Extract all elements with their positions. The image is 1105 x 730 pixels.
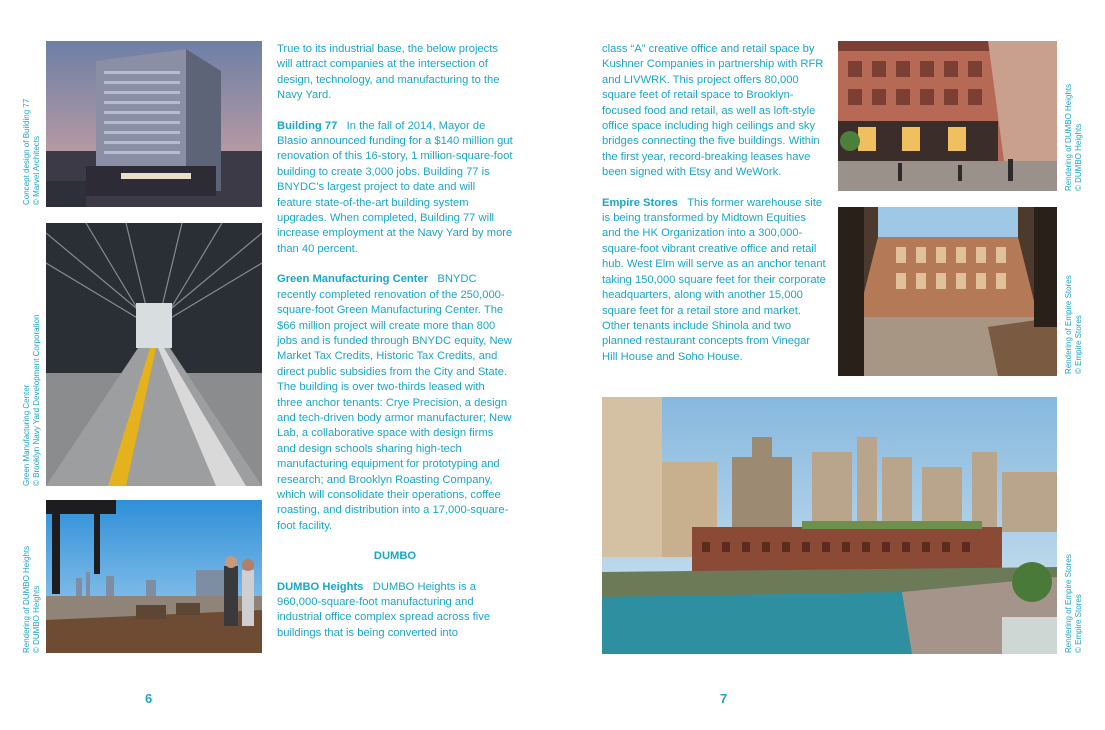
building77-title: Building 77	[277, 119, 338, 132]
building77-paragraph: Building 77 In the fall of 2014, Mayor de Blasio announced funding for a $140 million gut renovation of this 16-story, 1 million-square-foot building to create 3,000 jobs. Building 77 is BNYDC’s largest project to date and will feature state-of-the-art building system upgrades. When completed, Building 77 will increase employment at the Navy Yard by more than 40 percent.	[277, 119, 513, 255]
caption-dumbo-heights-right: Rendering of DUMBO Heights © DUMBO Heights	[1064, 83, 1083, 191]
dumbo-heights-title: DUMBO Heights	[277, 580, 364, 593]
left-text-column	[277, 42, 513, 656]
section-heading-dumbo: DUMBO	[373, 550, 417, 563]
dumbo-heights-continued: class “A” creative office and retail space by Kushner Companies in partnership with RFR and LIVWRK. This project offers 80,000 square feet of retail space to Brooklyn-focused food and retail, as well as loft-style office space including high ceilings and sky bridges connecting the five buildings. Within the first year, record-breaking leases have been signed with Etsy and WeWork.	[602, 43, 824, 179]
caption-green-manufacturing: Green Manufacturing Center © Brooklyn Navy Yard Development Corporation	[22, 314, 41, 486]
empire-stores-waterfront-photo	[602, 397, 1057, 654]
empire-stores-title: Empire Stores	[602, 196, 678, 209]
green-manufacturing-photo	[46, 223, 262, 486]
building77-photo	[46, 41, 262, 207]
green-manufacturing-paragraph: Green Manufacturing Center BNYDC recently completed renovation of the 250,000-square-foot Green Manufacturing Center. The $66 million project will create more than 800 jobs and is funded through BNYDC equity, New Market Tax Credits, Historic Tax Credits, and direct public subsidies from the City and State. The building is over two-thirds leased with three anchor tenants: Crye Precision, a design and tech-driven body armor manufacturer; New Lab, a collaborative space with design firms and design schools sharing high-tech manufacturing equipment for prototyping and research; and Brooklyn Roasting Company, which will consolidate their operations, coffee roasting, and distribution into a 17,000-square-foot facility.	[277, 273, 512, 532]
dumbo-heights-street-photo	[838, 41, 1057, 191]
caption-building77: Concept design of Building 77 © Marvel Architects	[22, 98, 41, 205]
dumbo-heights-paragraph: DUMBO Heights DUMBO Heights is a 960,000-square-foot manufacturing and industrial office complex spread across five buildings that is being converted into	[277, 580, 491, 639]
empire-stores-courtyard-photo	[838, 207, 1057, 376]
right-text-column	[602, 42, 826, 380]
caption-empire-stores-1: Rendering of Empire Stores © Empire Stores	[1064, 275, 1083, 374]
page-number-right: 7	[720, 691, 728, 706]
caption-empire-stores-2: Rendering of Empire Stores © Empire Stores	[1064, 554, 1083, 653]
caption-dumbo-heights-left: Rendering of DUMBO Heights © DUMBO Heights	[22, 545, 41, 653]
dumbo-heights-rooftop-photo	[46, 500, 262, 653]
empire-stores-paragraph: Empire Stores This former warehouse site is being transformed by Midtown Equities and the HK Organization into a 300,000-square-foot vibrant creative office and retail hub. West Elm will serve as an anchor tenant taking 150,000 square feet for their corporate headquarters, along with another 15,000 square feet for a retail store and market. Other tenants include Shinola and two planned restaurant concepts from Vinegar Hill House and Soho House.	[602, 196, 826, 363]
intro-paragraph: True to its industrial base, the below projects will attract companies at the intersection of design, technology, and manufacturing to the Navy Yard.	[277, 43, 500, 102]
page-number-left: 6	[145, 691, 153, 706]
green-manufacturing-title: Green Manufacturing Center	[277, 273, 429, 286]
